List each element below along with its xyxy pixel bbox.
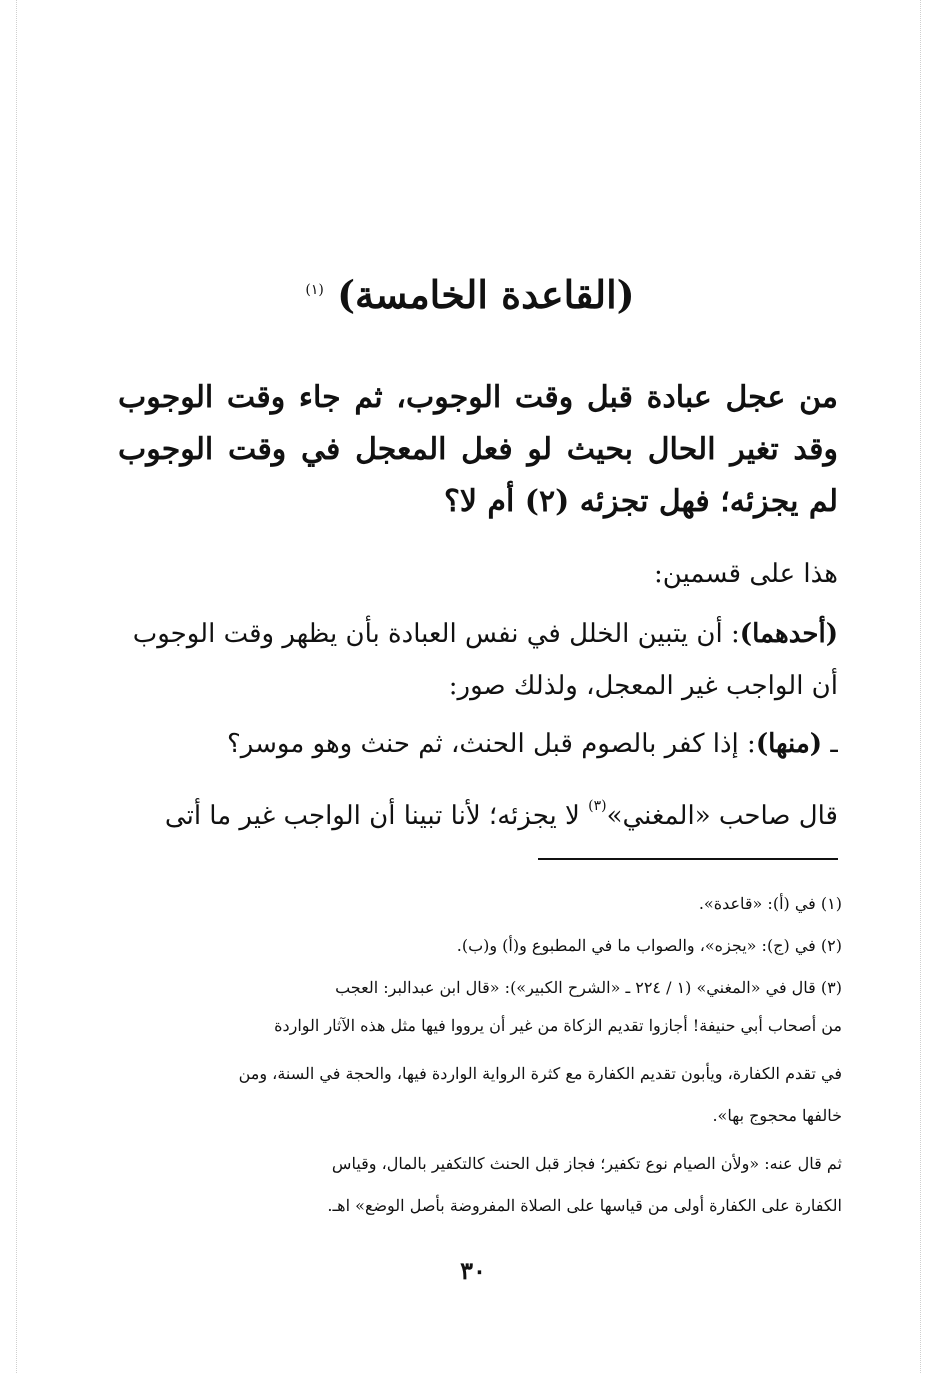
scan-edge-right [920,0,921,1373]
footnote-3-line-4: خالفها محجوج بها». [712,1106,842,1125]
body-footnote-ref: (٣) [588,798,607,814]
title-footnote-ref: (١) [305,282,324,298]
example-label: (منها) [755,729,823,759]
footnote-3-line-5: ثم قال عنه: «ولأن الصيام نوع تكفير؛ فجاز قبل الحنث كالتكفير بالمال، وقياس [331,1154,842,1173]
page-number: ٣٠ [460,1256,486,1285]
footnote-3-line-3: في تقدم الكفارة، ويأبون تقديم الكفارة مع كثرة الرواية الواردة فيها، والحجة في السنة، ومن [238,1064,842,1083]
body-line-2-text: : أن يتبين الخلل في نفس العبادة بأن يظهر وقت الوجوب [132,619,740,649]
body-line-4-text: : إذا كفر بالصوم قبل الحنث، ثم حنث وهو موسر؟ [226,729,756,759]
body-line-5-text-a: قال صاحب «المغني» [606,801,838,831]
body-line-5-text-b: لا يجزئه؛ لأنا تبينا أن الواجب غير ما أتى [164,801,580,831]
scan-edge-left [16,0,17,1373]
body-line-1-text: هذا على قسمين: [654,559,838,589]
body-line-5 [118,784,900,838]
list-dash: ـ [830,729,838,759]
footnote-separator [538,858,838,860]
body-line-1 [118,552,900,596]
body-line-2 [118,612,838,656]
footnote-3-line-6: الكفارة على الكفارة أولى من قياسها على الصلاة المفروضة بأصل الوضع» اهـ. [327,1196,842,1215]
footnote-3-line-2: من أصحاب أبي حنيفة! أجازوا تقديم الزكاة من غير أن يرووا فيها مثل هذه الآثار الواردة [274,1016,842,1035]
footnote-3-line-1: (٣) قال في «المغني» (١ / ٢٢٤ ـ «الشرح الكبير»): «قال ابن عبدالبر: العجب [335,978,842,997]
body-line-3 [118,664,838,708]
body-line-4 [118,722,838,766]
footnote-2: (٢) في (ج): «يجزه»، والصواب ما في المطبوع و(أ) و(ب). [456,936,842,955]
section-title-text: (القاعدة الخامسة) [337,272,635,317]
footnote-1: (١) في (أ): «قاعدة». [698,894,842,913]
body-line-3-text: أن الواجب غير المعجل، ولذلك صور: [448,671,838,701]
rule-statement: من عجل عبادة قبل وقت الوجوب، ثم جاء وقت الوجوب وقد تغير الحال بحيث لو فعل المعجل في وقت الوجوب لم يجزئه؛ فهل تجزئه (٢) أم لا؟ [118,380,838,519]
first-part-label: (أحدهما) [739,619,838,649]
section-title [230,262,710,323]
